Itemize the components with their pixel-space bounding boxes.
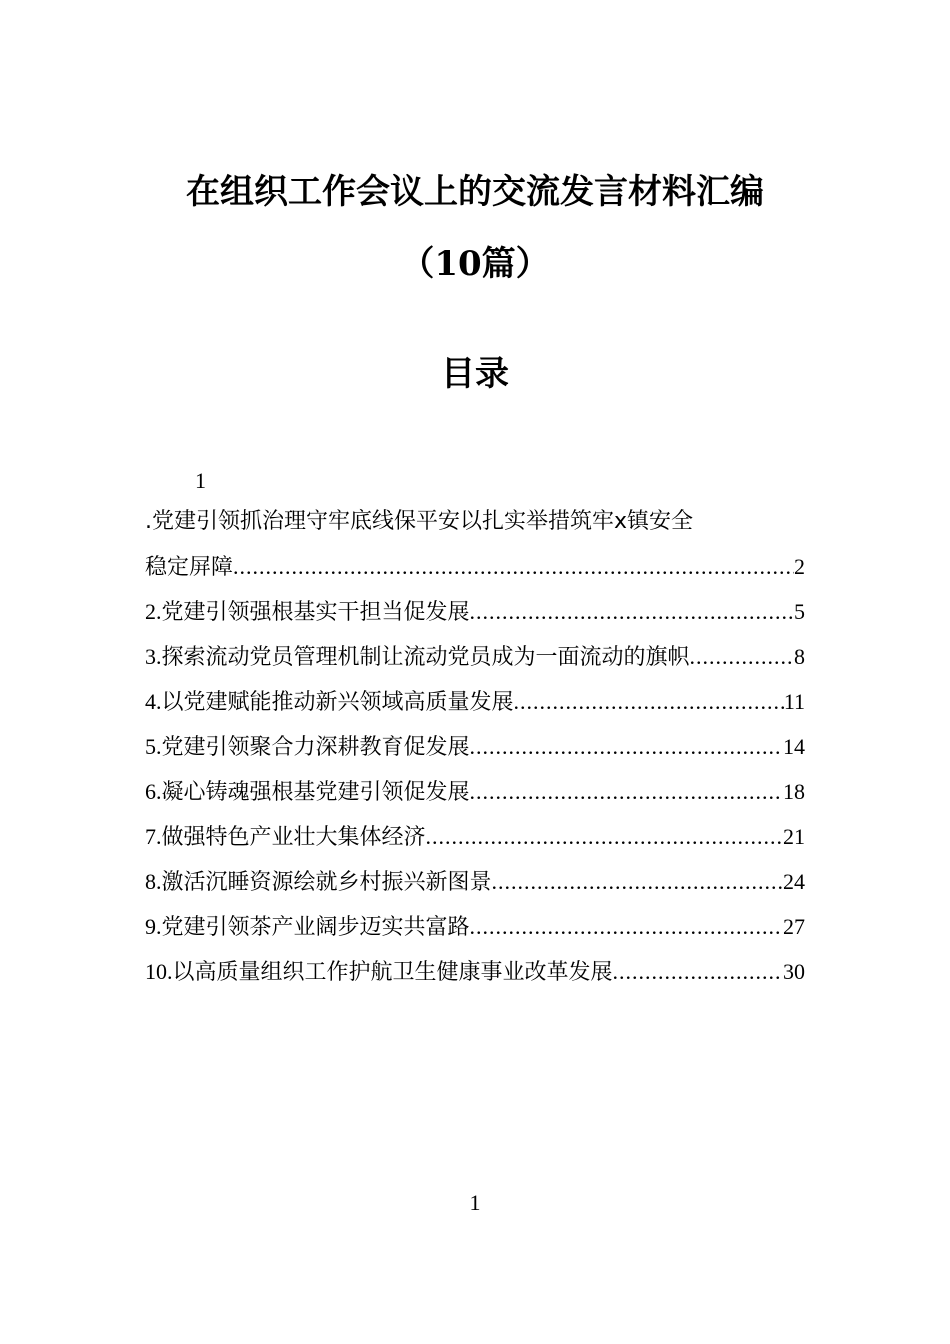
toc-entry-8-text: 激活沉睡资源绘就乡村振兴新图景: [161, 870, 492, 895]
toc-leader-dots: [470, 769, 783, 814]
toc-entry-6[interactable]: [145, 769, 805, 814]
toc-entry-7-number: 7.: [145, 824, 162, 849]
toc-entry-10-text: 以高质量组织工作护航卫生健康事业改革发展: [172, 960, 613, 985]
toc-entry-1-line2: 稳定屏障: [145, 555, 234, 580]
toc-entry-7[interactable]: [145, 814, 805, 859]
toc-entry-2[interactable]: [145, 589, 805, 634]
toc-entry-9-text: 党建引领茶产业阔步迈实共富路: [161, 915, 470, 940]
toc-heading: 目录: [441, 354, 509, 394]
toc-entry-8-page: 24: [783, 869, 805, 894]
toc-entry-2-text: 党建引领强根基实干担当促发展: [161, 600, 470, 625]
toc-entry-4-page: 11: [783, 689, 805, 714]
toc-leader-dots: [690, 634, 794, 679]
toc-entry-6-text: 凝心铸魂强根基党建引领促发展: [161, 780, 470, 805]
toc-entry-5[interactable]: [145, 724, 805, 769]
toc-entry-3-number: 3.: [145, 644, 162, 669]
toc-entry-8[interactable]: [145, 859, 805, 904]
toc-leader-dots: [470, 589, 794, 634]
toc-entry-6-page: 18: [783, 779, 805, 804]
toc-entry-1-number: 1: [195, 468, 206, 493]
toc-entry-1-page: 2: [794, 554, 805, 579]
toc-entry-7-page: 21: [783, 824, 805, 849]
toc-entry-5-page: 14: [783, 734, 805, 759]
toc-entry-7-text: 做强特色产业壮大集体经济: [161, 825, 426, 850]
toc-entry-3-text: 探索流动党员管理机制让流动党员成为一面流动的旗帜: [161, 645, 690, 670]
table-of-contents: [145, 463, 805, 994]
toc-entry-9-number: 9.: [145, 914, 162, 939]
document-title: 在组织工作会议上的交流发言材料汇编: [186, 172, 764, 212]
toc-entry-4[interactable]: [145, 679, 805, 724]
toc-leader-dots: [470, 904, 783, 949]
toc-entry-10-page: 30: [783, 959, 805, 984]
toc-leader-dots: [426, 814, 783, 859]
toc-entry-9[interactable]: [145, 904, 805, 949]
toc-leader-dots: [233, 544, 794, 589]
document-subtitle-count: （10篇）: [400, 244, 550, 284]
toc-entry-4-text: 以党建赋能推动新兴领域高质量发展: [161, 690, 514, 715]
toc-entry-3-page: 8: [794, 644, 805, 669]
toc-entry-9-page: 27: [783, 914, 805, 939]
toc-entry-10[interactable]: [145, 949, 805, 994]
toc-leader-dots: [514, 679, 784, 724]
toc-leader-dots: [492, 859, 783, 904]
toc-entry-3[interactable]: [145, 634, 805, 679]
toc-entry-1-line1[interactable]: .党建引领抓治理守牢底线保平安以扎实举措筑牢x镇安全: [145, 509, 694, 534]
toc-entry-6-number: 6.: [145, 779, 162, 804]
toc-entry-4-number: 4.: [145, 689, 162, 714]
toc-entry-5-number: 5.: [145, 734, 162, 759]
toc-leader-dots: [613, 949, 783, 994]
toc-leader-dots: [470, 724, 783, 769]
page-number: 1: [469, 1190, 481, 1215]
toc-entry-1[interactable]: [145, 544, 805, 589]
toc-entry-5-text: 党建引领聚合力深耕教育促发展: [161, 735, 470, 760]
toc-entry-8-number: 8.: [145, 869, 162, 894]
toc-entry-2-number: 2.: [145, 599, 162, 624]
toc-entry-2-page: 5: [794, 599, 805, 624]
toc-entry-10-number: 10.: [145, 959, 173, 984]
